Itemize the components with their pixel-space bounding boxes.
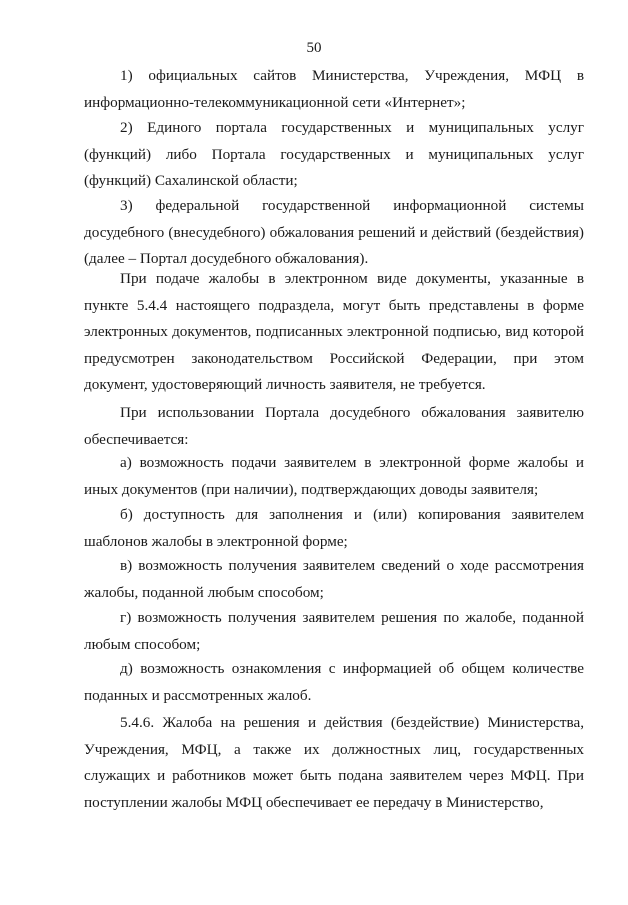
paragraph-portal-provides: При использовании Портала досудебного обжалования заявителю обеспечивается: bbox=[84, 404, 584, 448]
paragraph-item-2: 2) Единого портала государственных и муниципальных услуг (функций) либо Портала государственных и муниципальных услуг (функций) Сахалинской области; bbox=[84, 119, 584, 189]
paragraph-item-3: 3) федеральной государственной информационной системы досудебного (внесудебного) обжалования решений и действий (бездействия) (далее – Портал досудебного обжалования). bbox=[84, 197, 584, 267]
paragraph-section-5-4-6: 5.4.6. Жалоба на решения и действия (бездействие) Министерства, Учреждения, МФЦ, а также их должностных лиц, государственных служащих и работников может быть подана заявителем через МФЦ. При поступлении жалобы МФЦ обеспечивает ее передачу в Министерство, bbox=[84, 714, 584, 811]
paragraph-item-v: в) возможность получения заявителем сведений о ходе рассмотрения жалобы, поданной любым способом; bbox=[84, 557, 584, 601]
paragraph-item-a: а) возможность подачи заявителем в электронной форме жалобы и иных документов (при наличии), подтверждающих доводы заявителя; bbox=[84, 454, 584, 498]
paragraph-item-d: д) возможность ознакомления с информацией об общем количестве поданных и рассмотренных жалоб. bbox=[84, 660, 584, 704]
paragraph-item-b: б) доступность для заполнения и (или) копирования заявителем шаблонов жалобы в электронной форме; bbox=[84, 506, 584, 550]
paragraph-item-g: г) возможность получения заявителем решения по жалобе, поданной любым способом; bbox=[84, 609, 584, 653]
paragraph-item-1: 1) официальных сайтов Министерства, Учреждения, МФЦ в информационно-телекоммуникационной сети «Интернет»; bbox=[84, 67, 584, 111]
page-number: 50 bbox=[306, 40, 322, 56]
paragraph-electronic-submission: При подаче жалобы в электронном виде документы, указанные в пункте 5.4.4 настоящего подраздела, могут быть представлены в форме электронных документов, подписанных электронной подписью, вид которой предусмотрен законодательством Российской Федерации, при этом документ, удостоверяющий личность заявителя, не требуется. bbox=[84, 270, 584, 393]
